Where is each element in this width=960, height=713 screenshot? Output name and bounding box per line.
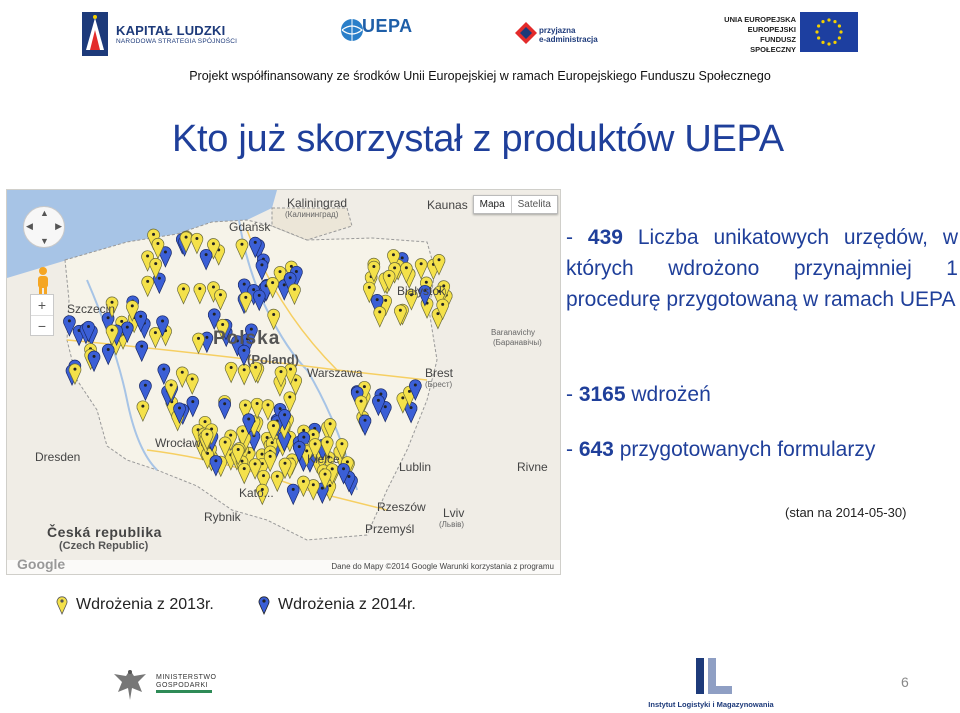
marker-dot [328, 484, 331, 487]
city-label: Przemyśl [365, 522, 415, 536]
yellow-marker-icon [56, 595, 68, 615]
marker-dot [161, 319, 164, 322]
marker-dot [302, 429, 305, 432]
eu-logo [718, 12, 868, 52]
legend-item-2014 [258, 595, 416, 615]
city-label: Kaunas [427, 198, 468, 212]
marker-dot [347, 475, 350, 478]
as-of-date: (stan na 2014-05-30) [785, 505, 907, 520]
city-label: Białystok [397, 284, 446, 298]
marker-dot [241, 430, 244, 433]
marker-dot [283, 462, 286, 465]
marker-dot [240, 243, 243, 246]
marker-dot [272, 313, 275, 316]
marker-dot [293, 288, 296, 291]
city-label: Warszawa [307, 366, 363, 380]
marker-dot [295, 270, 298, 273]
stat-implementations-number: 3165 [578, 383, 626, 406]
ministry-bar [156, 690, 212, 693]
city-label: Rzeszów [377, 500, 426, 514]
marker-dot [178, 407, 181, 410]
marker-dot [410, 406, 413, 409]
marker-dot [276, 475, 279, 478]
marker-dot [364, 419, 367, 422]
marker-dot [252, 288, 255, 291]
marker-dot [271, 281, 274, 284]
marker-dot [244, 404, 247, 407]
marker-dot [107, 316, 110, 319]
marker-dot [144, 384, 147, 387]
marker-dot [314, 442, 317, 445]
marker-dot [401, 256, 404, 259]
marker-dot [269, 455, 272, 458]
marker-dot [384, 299, 387, 302]
marker-dot [224, 441, 227, 444]
marker-dot [283, 413, 286, 416]
legend-item-2013 [56, 595, 214, 615]
kapital-ludzki-subtitle: NARODOWA STRATEGIA SPÓJNOŚCI [116, 37, 238, 45]
eu-star [833, 41, 836, 44]
marker-dot [262, 474, 265, 477]
marker-dot [288, 395, 291, 398]
country-label-poland: Polska [213, 328, 281, 349]
marker-dot [139, 315, 142, 318]
pea-diamond-icon [515, 22, 537, 44]
marker-dot [126, 326, 129, 329]
city-label: Szczecin [67, 302, 116, 316]
eu-star [821, 20, 824, 23]
implementation-map[interactable] [6, 189, 561, 575]
uepa-logo-text: UEPA [362, 16, 413, 36]
marker-dot [158, 277, 161, 280]
marker-dot [214, 459, 217, 462]
map-type-satellite-button[interactable]: Satelita [511, 196, 557, 213]
marker-dot [164, 250, 167, 253]
marker-dot [131, 304, 134, 307]
marker-dot [283, 283, 286, 286]
marker-dot [243, 467, 246, 470]
country-label-poland-en: (Poland) [247, 352, 299, 367]
map-attribution[interactable]: Dane do Mapy ©2014 Google Warunki korzystania z programu [331, 562, 554, 571]
uepa-logo [340, 14, 450, 58]
map-type-switch[interactable] [473, 195, 558, 214]
stat-offices: - 439 Liczba unikatowych urzędów, w których wdrożono przynajmniej 1 procedurę przygotowaną w ramach UEPA [566, 226, 958, 311]
ministry-logo [112, 668, 217, 702]
eu-line3: FUNDUSZ SPOŁECZNY [750, 35, 796, 54]
marker-dot [363, 385, 366, 388]
stat-offices-number: 439 [587, 226, 623, 249]
marker-dot [298, 445, 301, 448]
blue-marker-icon [258, 595, 270, 615]
marker-dot [312, 433, 315, 436]
marker-dot [279, 370, 282, 373]
marker-dot [205, 253, 208, 256]
marker-dot [185, 236, 188, 239]
marker-dot [156, 242, 159, 245]
marker-dot [107, 348, 110, 351]
city-label: (Брест) [425, 380, 453, 389]
marker-dot [279, 407, 282, 410]
country-label-czech: Česká republika [47, 524, 162, 540]
stat-offices-text: Liczba unikatowych urzędów, w których wdrożono przynajmniej 1 procedurę przygotowaną w ramach UEPA [566, 226, 958, 311]
marker-dot [258, 294, 261, 297]
marker-dot [256, 402, 259, 405]
marker-dot [401, 396, 404, 399]
country-label-czech-en: (Czech Republic) [59, 540, 149, 552]
marker-dot [204, 420, 207, 423]
ministry-line1: MINISTERSTWO [156, 674, 217, 681]
marker-dot [376, 298, 379, 301]
eu-star [838, 24, 841, 27]
marker-dot [68, 319, 71, 322]
marker-dot [146, 255, 149, 258]
marker-dot [441, 303, 444, 306]
marker-dot [120, 320, 123, 323]
marker-dot [378, 310, 381, 313]
marker-dot [73, 368, 76, 371]
marker-dot [162, 368, 165, 371]
marker-dot [414, 383, 417, 386]
eagle-emblem-icon [112, 668, 148, 702]
marker-dot [254, 462, 257, 465]
slide-title: Kto już skorzystał z produktów UEPA [172, 118, 784, 160]
ilim-emblem-icon [692, 654, 736, 698]
stat-forms-number: 643 [578, 438, 614, 461]
marker-dot [368, 286, 371, 289]
marker-dot [272, 424, 275, 427]
eu-line1: UNIA EUROPEJSKA [724, 15, 796, 24]
marker-dot [198, 287, 201, 290]
eu-star [817, 24, 820, 27]
eu-star [821, 41, 824, 44]
marker-dot [372, 265, 375, 268]
map-type-map-button[interactable]: Mapa [479, 199, 505, 210]
marker-dot [254, 241, 257, 244]
eu-star [839, 30, 842, 33]
marker-dot [212, 285, 215, 288]
marker-dot [191, 378, 194, 381]
eu-star [815, 30, 818, 33]
marker-dot [266, 403, 269, 406]
marker-dot [181, 371, 184, 374]
marker-dot [241, 460, 244, 463]
marker-dot [326, 441, 329, 444]
marker-dot [420, 262, 423, 265]
stat-forms: - 643 przygotowanych formularzy [566, 438, 876, 461]
marker-dot [346, 460, 349, 463]
city-label: Brest [425, 366, 454, 380]
marker-dot [302, 480, 305, 483]
marker-dot [438, 258, 441, 261]
marker-dot [393, 266, 396, 269]
zoom-in-button[interactable]: + [37, 297, 47, 313]
marker-dot [146, 280, 149, 283]
marker-dot [197, 337, 200, 340]
eu-star [817, 36, 820, 39]
marker-dot [388, 274, 391, 277]
eu-star [833, 20, 836, 23]
legend-label-2014: Wdrożenia z 2014r. [278, 596, 416, 613]
marker-dot [237, 448, 240, 451]
marker-dot [195, 237, 198, 240]
city-label: Dresden [35, 450, 81, 464]
map-canvas [7, 190, 560, 574]
ilim-logo [646, 652, 776, 710]
city-label: Kielce [307, 452, 340, 466]
marker-dot [93, 355, 96, 358]
marker-dot [356, 390, 359, 393]
city-label: Wrocław [155, 436, 201, 450]
marker-dot [243, 283, 246, 286]
kapital-ludzki-emblem [82, 12, 108, 56]
przyjazna-e-administracja-logo [515, 16, 615, 56]
marker-dot [321, 487, 324, 490]
marker-dot [244, 296, 247, 299]
city-label: (Баранавічы) [493, 338, 542, 347]
stats-block [566, 222, 958, 315]
marker-dot [154, 262, 157, 265]
uepa-globe-icon [340, 18, 364, 42]
marker-dot [312, 483, 315, 486]
marker-dot [271, 441, 274, 444]
legend-label-2013: Wdrożenia z 2013r. [76, 596, 214, 613]
city-label: (Львів) [439, 520, 465, 529]
marker-dot [408, 390, 411, 393]
marker-dot [392, 253, 395, 256]
city-label: Kaliningrad [287, 196, 348, 210]
city-label: Baranavichy [491, 328, 536, 337]
marker-dot [223, 402, 226, 405]
marker-dot [243, 368, 246, 371]
marker-dot [170, 384, 173, 387]
pea-line2: e-administracja [539, 35, 598, 44]
pea-line1: przyjazna [539, 26, 576, 35]
marker-dot [292, 488, 295, 491]
eu-star [827, 42, 830, 45]
marker-dot [294, 378, 297, 381]
marker-dot [360, 400, 363, 403]
marker-dot [342, 467, 345, 470]
pan-up-icon[interactable]: ▲ [40, 208, 49, 218]
marker-dot [377, 399, 380, 402]
map-footer [7, 556, 560, 574]
marker-dot [87, 325, 90, 328]
marker-dot [206, 433, 209, 436]
city-label: (Калининград) [285, 210, 339, 219]
marker-dot [191, 400, 194, 403]
eu-flag-icon [800, 12, 858, 52]
marker-dot [436, 312, 439, 315]
marker-dot [405, 266, 408, 269]
kapital-ludzki-logo [82, 10, 242, 58]
city-label: Kato... [239, 486, 274, 500]
marker-dot [384, 405, 387, 408]
marker-dot [329, 422, 332, 425]
marker-dot [230, 366, 233, 369]
marker-dot [213, 313, 216, 316]
marker-dot [289, 368, 292, 371]
marker-dot [289, 276, 292, 279]
zoom-out-button[interactable]: − [31, 315, 53, 336]
city-label: Gdańsk [229, 220, 271, 234]
marker-dot [140, 345, 143, 348]
marker-dot [302, 436, 305, 439]
ministry-line2: GOSPODARKI [156, 682, 209, 689]
marker-dot [219, 293, 222, 296]
city-label: Rybnik [204, 510, 241, 524]
stat-implementations: - 3165 wdrożeń [566, 383, 711, 406]
marker-dot [205, 336, 208, 339]
stat-forms-text: przygotowanych formularzy [619, 438, 876, 461]
map-pan-control[interactable] [23, 206, 65, 248]
city-label: Rivne [517, 460, 548, 474]
marker-dot [111, 329, 114, 332]
kapital-ludzki-name: KAPITAŁ LUDZKI [116, 22, 226, 38]
pan-right-icon[interactable]: ▶ [55, 221, 62, 231]
marker-dot [221, 323, 224, 326]
marker-dot [152, 233, 155, 236]
stat-implementations-text: wdrożeń [631, 383, 711, 406]
city-label: Lublin [399, 460, 432, 474]
cofinancing-note: Projekt współfinansowany ze środków Unii Europejskiej w ramach Europejskiego Funduszu Społecznego [189, 69, 771, 83]
marker-dot [279, 270, 282, 273]
marker-dot [154, 331, 157, 334]
eu-line2: EUROPEJSKI [747, 25, 796, 34]
eu-star [827, 18, 830, 21]
zoom-control[interactable] [30, 294, 54, 336]
pan-down-icon[interactable]: ▼ [40, 236, 49, 246]
marker-dot [212, 242, 215, 245]
marker-dot [182, 287, 185, 290]
marker-dot [340, 442, 343, 445]
eu-star [838, 36, 841, 39]
google-logo: Google [17, 556, 66, 572]
marker-dot [141, 405, 144, 408]
marker-dot [260, 263, 263, 266]
marker-dot [399, 309, 402, 312]
pan-left-icon[interactable]: ◀ [26, 221, 33, 231]
marker-dot [324, 473, 327, 476]
marker-dot [331, 467, 334, 470]
marker-dot [229, 434, 232, 437]
ilim-name: Instytut Logistyki i Magazynowania [648, 700, 774, 709]
city-label: Lviv [443, 506, 465, 520]
marker-dot [261, 453, 264, 456]
marker-dot [247, 417, 250, 420]
page-number: 6 [901, 674, 909, 690]
